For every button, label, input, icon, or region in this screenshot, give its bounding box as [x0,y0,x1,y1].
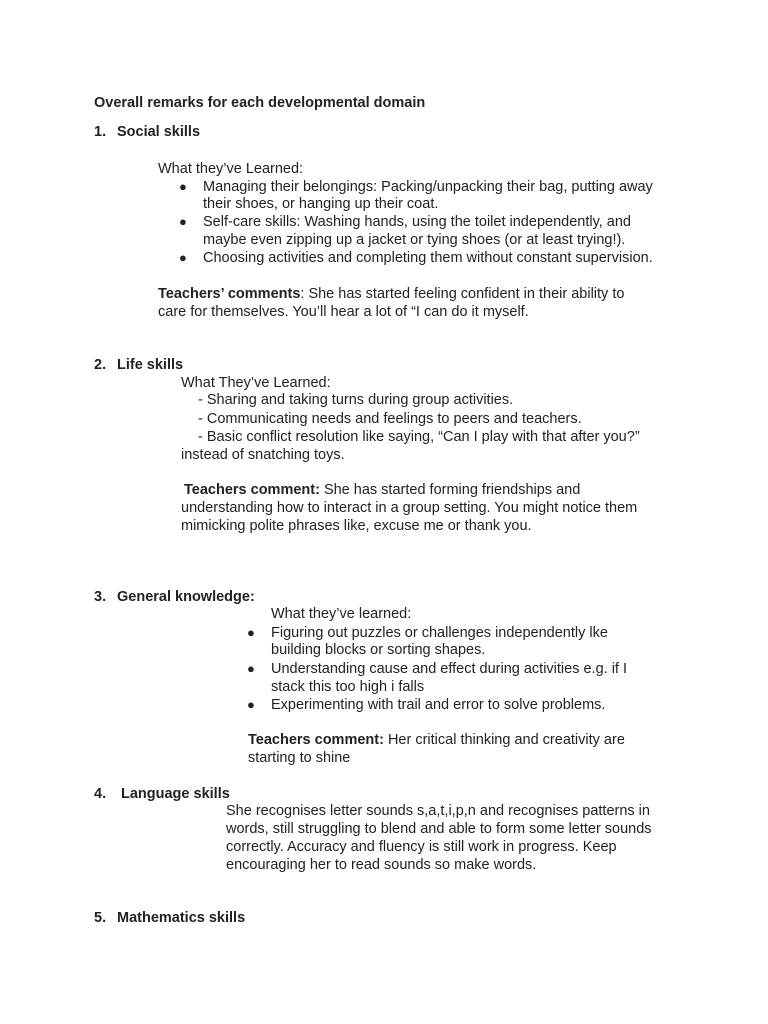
bullet-icon: ● [179,179,187,194]
section-3-bullet-3-line-1: Experimenting with trail and error to solve problems. [271,697,606,713]
section-2-item-3: - Basic conflict resolution like saying, “Can I play with that after you?” [198,429,640,445]
bullet-icon: ● [179,214,187,229]
section-4-line-3: correctly. Accuracy and fluency is still work in progress. Keep [226,839,617,855]
section-3-comment-line-1 [248,731,625,749]
section-2-comment-text: She has started forming friendships and [319,482,581,498]
section-1-bullet-1-line-2: their shoes, or hanging up their coat. [203,196,439,212]
section-2-item-1: - Sharing and taking turns during group activities. [198,392,514,408]
section-5-heading: Mathematics skills [117,910,246,926]
section-3-bullet-1-line-1: Figuring out puzzles or challenges independently lke [271,625,608,641]
section-4-line-1: She recognises letter sounds s,a,t,i,p,n and recognises patterns in [226,803,650,819]
section-4-heading: Language skills [121,786,230,802]
section-1-comment-line-1 [158,285,624,303]
section-3-subheading: What they’ve learned: [271,606,412,622]
section-1-bullet-3-line-1: Choosing activities and completing them without constant supervision. [203,250,653,266]
page-title: Overall remarks for each developmental domain [94,95,426,111]
section-1-comment-line-2: care for themselves. You’ll hear a lot of “I can do it myself. [158,304,529,320]
section-2-heading: Life skills [117,357,184,373]
section-2-comment-line-1 [184,481,580,499]
section-3-number: 3. [94,589,107,605]
section-3-bullet-1-line-2: building blocks or sorting shapes. [271,642,486,658]
section-1-bullet-1-line-1: Managing their belongings: Packing/unpacking their bag, putting away [203,179,653,195]
section-3-comment-label: Teachers comment: [248,732,384,748]
bullet-icon: ● [247,625,255,640]
section-3-heading: General knowledge: [117,589,255,605]
section-1-bullet-2-line-1: Self-care skills: Washing hands, using the toilet independently, and [203,214,631,230]
section-3-comment-text: Her critical thinking and creativity are [383,732,625,748]
section-2-comment-line-3: mimicking polite phrases like, excuse me or thank you. [181,518,532,534]
bullet-icon: ● [179,250,187,265]
section-3-bullet-2-line-1: Understanding cause and effect during activities e.g. if I [271,661,628,677]
section-4-line-4: encouraging her to read sounds so make words. [226,857,537,873]
section-2-comment-label: Teachers comment: [184,482,320,498]
bullet-icon: ● [247,697,255,712]
section-2-subheading: What They’ve Learned: [181,375,331,391]
section-2-item-2: - Communicating needs and feelings to peers and teachers. [198,411,582,427]
section-1-number: 1. [94,124,107,140]
section-3-bullet-2-line-2: stack this too high i falls [271,679,425,695]
section-1-comment-text: : She has started feeling confident in their ability to [300,286,625,302]
section-2-item-4: instead of snatching toys. [181,447,345,463]
section-2-comment-line-2: understanding how to interact in a group setting. You might notice them [181,500,638,516]
section-4-number: 4. [94,786,107,802]
section-1-heading: Social skills [117,124,201,140]
section-2-number: 2. [94,357,107,373]
section-1-bullet-2-line-2: maybe even zipping up a jacket or tying shoes (or at least trying!). [203,232,626,248]
section-4-line-2: words, still struggling to blend and able to form some letter sounds [226,821,652,837]
section-1-comment-label: Teachers’ comments [158,286,301,302]
bullet-icon: ● [247,661,255,676]
section-1-subheading: What they’ve Learned: [158,161,304,177]
section-5-number: 5. [94,910,107,926]
section-3-comment-line-2: starting to shine [248,750,351,766]
